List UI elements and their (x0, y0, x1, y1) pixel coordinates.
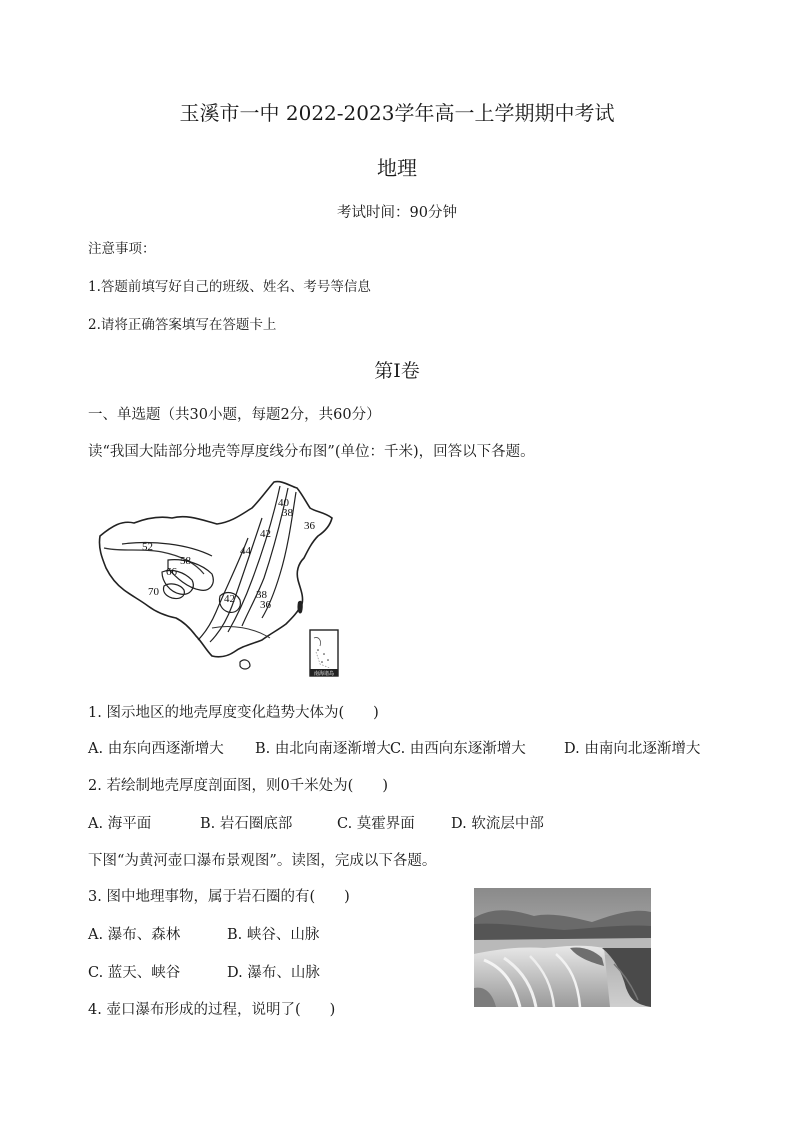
label-38-south: 38 (256, 589, 267, 601)
q1-option-d: D. 由南向北逐渐增大 (564, 741, 701, 757)
contour-40 (228, 486, 280, 632)
question-2: 2. 若绘制地壳厚度剖面图，则0千米处为( ) (88, 778, 388, 794)
label-36-north: 36 (304, 520, 315, 532)
q2-option-c: C. 莫霍界面 (337, 816, 415, 832)
label-38-north: 38 (282, 507, 293, 519)
q3-option-a: A. 瀑布、森林 (88, 927, 181, 943)
question-3: 3. 图中地理事物，属于岩石圈的有( ) (88, 889, 350, 905)
contour-52 (122, 543, 212, 557)
q3-option-d: D. 瀑布、山脉 (227, 965, 320, 981)
q3-option-b: B. 峡谷、山脉 (227, 927, 320, 943)
label-52: 52 (142, 541, 153, 553)
q1-option-a: A. 由东向西逐渐增大 (88, 741, 224, 757)
section-title: 第Ⅰ卷 (374, 360, 420, 382)
taiwan-island (297, 601, 302, 614)
q2-option-a: A. 海平面 (88, 816, 152, 832)
map-intro: 读“我国大陆部分地壳等厚度线分布图”(单位：千米)，回答以下各题。 (88, 444, 535, 460)
notice-heading: 注意事项： (88, 241, 156, 257)
exam-title: 玉溪市一中 2022-2023学年高一上学期期中考试 (179, 101, 615, 125)
label-42-north: 42 (260, 528, 271, 540)
q2-option-d: D. 软流层中部 (451, 816, 544, 832)
q3-option-c: C. 蓝天、峡谷 (88, 965, 181, 981)
label-42-south: 42 (224, 593, 235, 605)
notice-item-1: 1.答题前填写好自己的班级、姓名、考号等信息 (88, 279, 371, 295)
part-heading: 一、单选题（共30小题，每题2分，共60分） (88, 407, 381, 423)
notice-item-2: 2.请将正确答案填写在答题卡上 (88, 317, 277, 333)
label-66: 66 (166, 566, 177, 578)
exam-time: 考试时间：90分钟 (337, 205, 457, 221)
subject-title: 地理 (377, 156, 417, 180)
label-36-south: 36 (260, 599, 271, 611)
south-china-sea-inset (310, 630, 338, 677)
label-40: 40 (278, 497, 289, 509)
q1-option-c: C. 由西向东逐渐增大 (390, 741, 526, 757)
label-70: 70 (148, 586, 159, 598)
crust-thickness-map (92, 478, 342, 680)
label-58: 58 (180, 555, 191, 567)
inset-label: 南海诸岛 (313, 671, 335, 677)
china-outline (99, 482, 332, 657)
hainan-island (240, 660, 250, 669)
label-44: 44 (240, 545, 251, 557)
question-4: 4. 壶口瀑布形成的过程，说明了( ) (88, 1002, 336, 1018)
question-1: 1. 图示地区的地壳厚度变化趋势大体为( ) (88, 705, 379, 721)
contour-42 (210, 518, 262, 642)
q2-option-b: B. 岩石圈底部 (200, 816, 293, 832)
q1-option-b: B. 由北向南逐渐增大 (255, 741, 391, 757)
hukou-waterfall-photo (474, 888, 651, 1007)
photo-intro: 下图“为黄河壶口瀑布景观图”。读图，完成以下各题。 (88, 853, 437, 869)
